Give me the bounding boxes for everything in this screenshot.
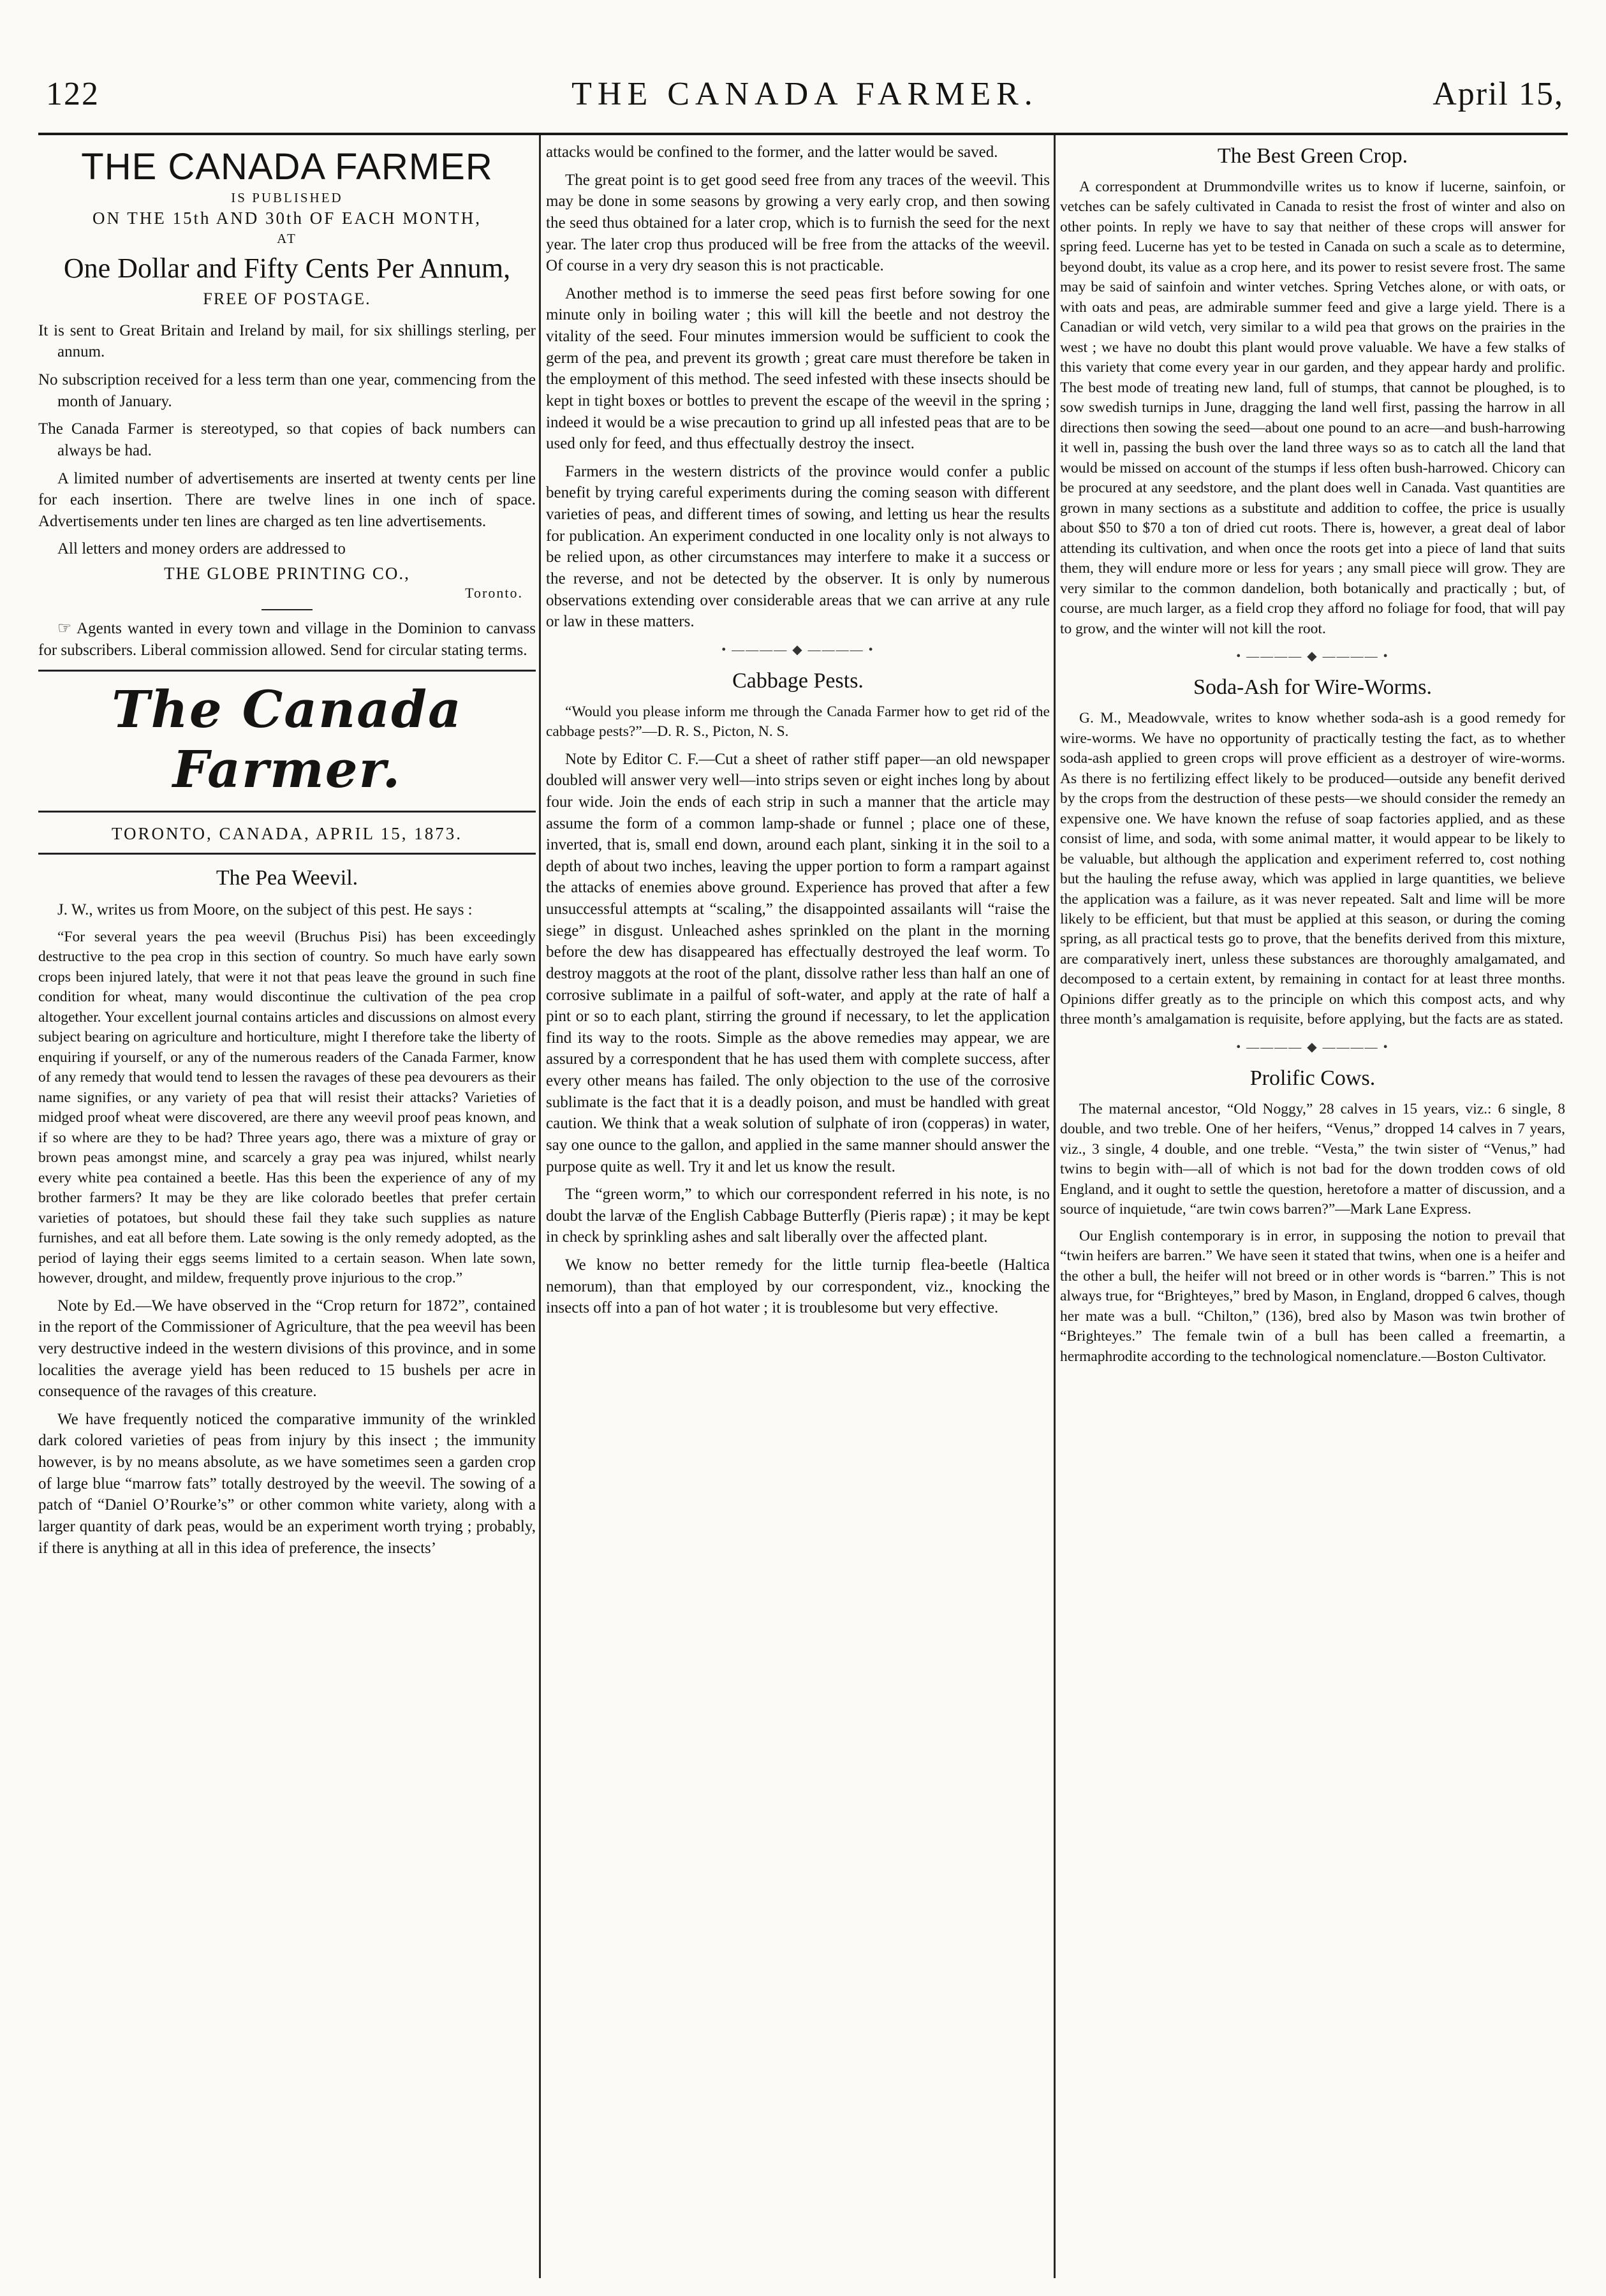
agents-notice: ☞ Agents wanted in every town and village in the Dominion to canvass for subscribers. Liberal commission allowed. Send for circular stating terms. <box>38 620 536 659</box>
terms-paragraph: All letters and money orders are addressed to <box>57 540 346 558</box>
divider-rule <box>38 811 536 813</box>
column-2 <box>546 142 1050 2272</box>
article-paragraph: The “green worm,” to which our correspondent referred in his note, is no doubt the larvæ of the English Cabbage Butterfly (Pieris rapæ) ; it may be kept in check by sprinkling ashes and salt liberally over the affected plant. <box>546 1186 1050 1246</box>
published-line: IS PUBLISHED <box>231 189 343 205</box>
article-paragraph: Note by Editor C. F.—Cut a sheet of rather stiff paper—an old newspaper doubled will answer very well—into strips seven or eight inches long by about four wide. Join the ends of each strip in such a manner that the article may assume the form of a common lamp-shade or funnel ; place one of these, inverted, that is, small end down, around each plant, sinking it in the soil to a depth of about two inches, leaving the upper portion to form a rampart against the attacks of enemies above ground. Experience has proved that after a few unsuccessful attempts at “scaling,” the disappointed assailants will “raise the siege” in disgust. Unleached ashes sprinkled on the plant in the morning before the dew has disappeared has effectually destroyed the leaf worm. To destroy maggots at the root of the plant, dissolve rather less than half an one of corrosive sublimate in a pailful of soft-water, and apply at the rate of half a pint or so to each plant, stirring the ground if necessary, to let the application find its way to the roots. Simple as the above remedies may appear, we are assured by a correspondent that he has used them with complete success, after every other means has failed. The only objection to the use of the corrosive sublimate is the fact that it is a deadly poison, and must be handled with great caution. We think that a weak solution of sulphate of iron (copperas) in water, say one ounce to the gallon, and applied in the same manner should answer the purpose quite as well. Try it and let us know the result. <box>546 750 1050 1175</box>
article-paragraph: G. M., Meadowvale, writes to know whether soda-ash is a good remedy for wire-worms. We have no opportunity of practically testing the fact, as to whether soda-ash applied to green crops will prove efficient as a destroyer of wire-worms. As there is no fertilizing effect likely to be produced—outside any benefit derived by the crops from the destruction of these pests—we should consider the remedy an expensive one. We have known the refuse of soap factories applied, and as these consist of lime, and soda, with some animal matter, it would appear to be likely to be valuable, but although the application and experiment referred to, cost nothing but the hauling the refuse away, which was applied in large quantities, we believe the application was a failure, as it was never repeated. Salt and lime will be more likely to be efficient, but that must be applied at this season, or during the coming spring, as all practical tests go to prove, that the benefits derived from this mixture, are comparatively inert, unless these substances are thoroughly amalgamated, and decomposed to a certain extent, by remaining in contact for at least three months. Opinions differ greatly as to the principle on which this compost acts, and why three month’s amalgamation is requisite, before applying, but the facts are as stated. <box>1060 710 1565 1028</box>
printing-company: THE GLOBE PRINTING CO., <box>164 564 410 584</box>
terms-paragraph: It is sent to Great Britain and Ireland by mail, for six shillings sterling, per annum. <box>38 321 536 361</box>
article-paragraph: “For several years the pea weevil (Bruchus Pisi) has been exceedingly destructive to the pea crop in this section of country. So much have early sown crops been injured lately, that were it not that peas leave the ground in such fine condition for wheat, many would discontinue the cultivation of the pea crop altogether. Your excellent journal contains articles and discussions on almost every subject bearing on agriculture and horticulture, might I therefore take the liberty of enquiring if yourself, or any of the numerous readers of the Canada Farmer, know of any remedy that would tend to lessen the ravages of these pea devourers as their name signifies, or any variety of pea that will resist their attacks? Varieties of midged proof wheat were discovered, are there any weevil proof peas known, and if so where are they to be had? Three years ago, there was a mixture of gray or brown peas amongst mine, and scarcely a gray pea was injured, whilst nearly every white pea contained a beetle. Has this been the experience of any of my brother farmers? It may be they are like colorado beetles that prefer certain varieties of potatoes, but should these fail they take such supplies as nature furnishes, and eat all before them. Late sowing is the only remedy adopted, as the period of laying their eggs seems limited to a certain season. When late sown, however, drought, and mildew, frequently prove injurious to the crop.” <box>38 928 536 1287</box>
divider-rule <box>38 670 536 672</box>
article-paragraph: The great point is to get good seed free from any traces of the weevil. This may be done in some seasons by growing a very early crop, and then sowing the seed thus obtained for a later crop, which is to furnish the seed for the next year. The later crop thus produced will be free from the attacks of the weevil. Of course in a very dry season this is not practicable. <box>546 171 1050 275</box>
article-paragraph: Note by Ed.—We have observed in the “Crop return for 1872”, contained in the report of the Commissioner of Agriculture, that the pea weevil has been very destructive indeed in the western divisions of this province, and in some localities the average yield has been reduced to 15 bushels per acre in consequence of the ravages of this creature. <box>38 1297 536 1401</box>
column-1 <box>38 142 536 2272</box>
masthead-title: THE CANADA FARMER <box>81 146 493 188</box>
article-paragraph: Farmers in the western districts of the province would confer a public benefit by trying careful experiments during the coming season with different varieties of peas, and different times of sowing, and letting us hear the results for publication. An experiment conducted in one locality only is not always to be relied upon, as other circumstances may interfere to make it a success or the reverse, and not be detected by the observer. It is only by numerous observations extending over considerable areas that we can arrive at any rule or law in these matters. <box>546 462 1050 631</box>
divider-rule <box>38 853 536 855</box>
section-separator: • ———— ◆ ———— • <box>721 642 874 657</box>
running-header <box>46 75 1564 126</box>
section-separator: • ———— ◆ ———— • <box>1236 1040 1389 1054</box>
article-paragraph: Our English contemporary is in error, in supposing the notion to prevail that “twin heifers are barren.” We have seen it stated that twins, when one is a heifer and the other a bull, the heifer will not breed or in other words is “barren.” This is not always true, for “Brighteyes,” bred by Mason, in England, dropped 6 calves, though her mate was a bull. “Chilton,” (136), bred also by Mason was twin brother of “Brighteyes.” The female twin of a bull has been called a freemartin, a hermaphrodite according to the technological nomenclature.—Boston Cultivator. <box>1060 1227 1565 1365</box>
free-postage-line: FREE OF POSTAGE. <box>203 289 371 308</box>
column-rule-1 <box>539 135 541 2278</box>
header-rule <box>38 133 1568 135</box>
dateline: TORONTO, CANADA, APRIL 15, 1873. <box>111 824 463 844</box>
short-rule <box>262 609 313 610</box>
column-3 <box>1060 142 1565 2272</box>
terms-paragraph: No subscription received for a less term than one year, commencing from the month of January. <box>38 371 536 410</box>
terms-paragraph: A limited number of advertisements are inserted at twenty cents per line for each insertion. There are twelve lines in one inch of space. Advertisements under ten lines are charged as ten line advertisements. <box>38 469 536 530</box>
price-line: One Dollar and Fifty Cents Per Annum, <box>63 252 511 284</box>
at-line: AT <box>277 230 297 246</box>
running-date: April 15, <box>1433 76 1564 112</box>
frequency-line: ON THE 15th AND 30th OF EACH MONTH, <box>92 208 482 228</box>
column-rule-2 <box>1054 135 1056 2278</box>
article-paragraph: “Would you please inform me through the Canada Farmer how to get rid of the cabbage pests?”—D. R. S., Picton, N. S. <box>546 703 1050 740</box>
article-heading-prolific-cows: Prolific Cows. <box>1249 1066 1376 1090</box>
running-title: THE CANADA FARMER. <box>571 76 1038 112</box>
article-heading-pea-weevil: The Pea Weevil. <box>216 866 358 890</box>
article-paragraph: We have frequently noticed the comparative immunity of the wrinkled dark colored varieties of peas from injury by this insect ; the immunity however, is by no means absolute, as we have sometimes seen a garden crop of large blue “marrow fats” totally destroyed by the weevil. The sowing of a patch of “Daniel O’Rourke’s” or other common white variety, along with a larger quantity of dark peas, would be an experiment worth trying ; probably, if there is anything at all in this idea of preference, the insects’ <box>38 1410 536 1557</box>
article-paragraph: Another method is to immerse the seed peas first before sowing for one minute only in boiling water ; this will kill the beetle and not destroy the vitality of the seed. Four minutes immersion would be sufficient to cook the germ of the pea, and prevent its growth ; great care must therefore be taken in the employment of this method. The seed infested with these insects should be kept in tight boxes or bottles to prevent the escape of the weevil in the spring ; indeed it would be a wise precaution to grind up all infested peas that are to be used only for feed, and thus effectually destroy the insect. <box>546 284 1050 453</box>
article-heading-best-green-crop: The Best Green Crop. <box>1217 144 1408 168</box>
article-paragraph: We know no better remedy for the little turnip flea-beetle (Haltica nemorum), than that employed by our correspondent, viz., knocking the insects off into a pan of hot water ; it is troublesome but very effective. <box>546 1256 1050 1317</box>
article-paragraph: attacks would be confined to the former, and the latter would be saved. <box>546 144 998 161</box>
page-number: 122 <box>46 76 99 112</box>
article-paragraph: J. W., writes us from Moore, on the subject of this pest. He says : <box>57 901 473 919</box>
nameplate: The Canada Farmer. <box>112 679 462 800</box>
article-heading-soda-ash: Soda-Ash for Wire-Worms. <box>1193 675 1432 700</box>
article-paragraph: The maternal ancestor, “Old Noggy,” 28 calves in 15 years, viz.: 6 single, 8 double, and two treble. One of her heifers, “Venus,” dropped 14 calves in 7 years, viz., 3 single, 4 double, and one treble. “Vesta,” the twin sister of “Venus,” had twins to begin with—all of which is not bad for the down trodden cows of old England, and it ought to settle the question, heretofore a matter of discussion, and a source of inquietude, “are twin cows barren?”—Mark Lane Express. <box>1060 1100 1565 1218</box>
section-separator: • ———— ◆ ———— • <box>1236 649 1389 664</box>
article-paragraph: A correspondent at Drummondville writes us to know if lucerne, sainfoin, or vetches can be safely cultivated in Canada to resist the frost of winter and also on other points. In reply we have to say that neither of these crops will answer for spring feed. Lucerne has yet to be tested in Canada on such a scale as to determine, beyond doubt, its value as a crop here, and its power to resist severe frost. The same may be said of sainfoin and winter vetches. Spring Vetches alone, or with oats, or with oats and peas, are admirable summer feed and give a large yield. There is a Canadian or wild vetch, very similar to a wild pea that grows on the prairies in the west ; we have no doubt this plant would prove valuable. We have a few stalks of this variety that come every year in our garden, and they appear hardy and prolific. The best mode of treating new land, full of stumps, that cannot be ploughed, is to sow swedish turnips in June, dragging the land well first, passing the harrow in all directions then sowing the seed—about one pound to an acre—and bush-harrowing it well in, passing the bush over the land three ways so as to catch all the land that would be missed on account of the stumps if less often bush-harrowed. Chicory can be procured at any seedstore, and the plant does well in Canada. Vast quantities are grown in many sections as a substitute and addition to coffee, the price is usually about $50 to $70 a ton of dried cut roots. There is, however, a great deal of labor attending its cultivation, and when once the roots get into a piece of land that suits them, they will endure more or less for years ; any small piece will grow. They are very similar to the common dandelion, both botanically and practically ; but, of course, are much larger, as a field crop they afford no foliage for food, that will pay to grow, and the winter will not kill the root. <box>1060 179 1565 637</box>
terms-paragraph: The Canada Farmer is stereotyped, so that copies of back numbers can always be had. <box>38 420 536 459</box>
toronto-signature: Toronto. <box>465 585 523 601</box>
article-heading-cabbage-pests: Cabbage Pests. <box>732 668 864 693</box>
